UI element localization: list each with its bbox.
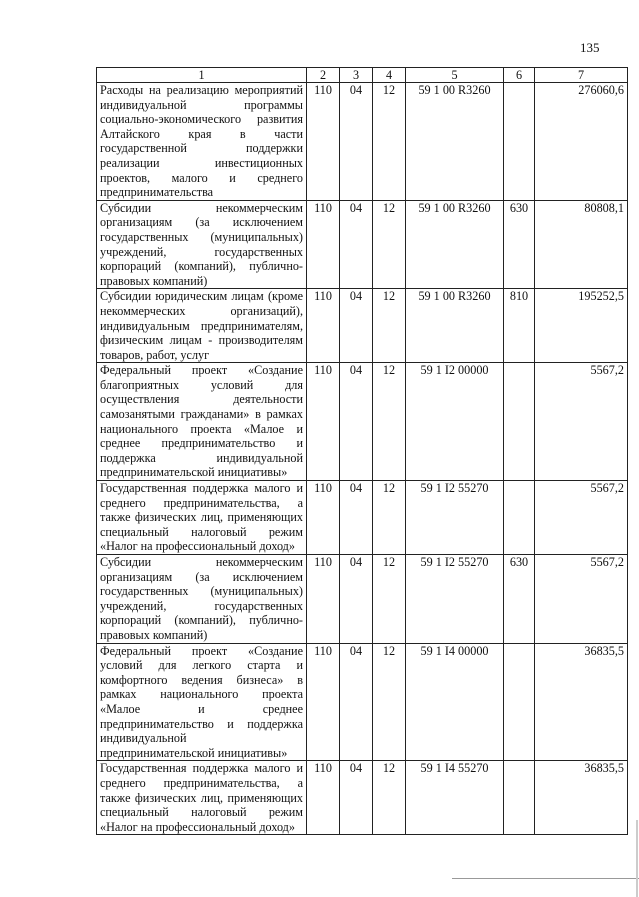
table-row <box>97 289 628 363</box>
bottom-rule <box>452 878 639 879</box>
row-amount: 195252,5 <box>535 289 628 363</box>
row-name: Расходы на реализацию мероприятий индивидуальной программы социально-экономического развития Алтайского края в части государственной поддержки реализации инвестиционных проектов, малого и среднего предпринимательства <box>97 83 307 201</box>
table-row <box>97 363 628 481</box>
row-col-4: 12 <box>373 555 406 644</box>
row-amount: 5567,2 <box>535 555 628 644</box>
table-row <box>97 481 628 555</box>
row-amount: 276060,6 <box>535 83 628 201</box>
row-amount: 80808,1 <box>535 200 628 289</box>
row-col-6 <box>504 761 535 835</box>
row-col-4: 12 <box>373 289 406 363</box>
row-code: 59 1 00 R3260 <box>406 83 504 201</box>
table-row <box>97 200 628 289</box>
header-col-7: 7 <box>535 68 628 83</box>
row-col-3: 04 <box>340 289 373 363</box>
row-col-2: 110 <box>307 761 340 835</box>
row-col-3: 04 <box>340 643 373 761</box>
header-col-4: 4 <box>373 68 406 83</box>
header-col-6: 6 <box>504 68 535 83</box>
table-row <box>97 555 628 644</box>
table-body <box>97 83 628 835</box>
row-col-4: 12 <box>373 363 406 481</box>
row-col-4: 12 <box>373 643 406 761</box>
row-name: Государственная поддержка малого и среднего предпринимательства, а также физических лиц, применяющих специальный налоговый режим «Налог на профессиональный доход» <box>97 481 307 555</box>
row-col-6: 630 <box>504 555 535 644</box>
row-col-3: 04 <box>340 761 373 835</box>
row-amount: 5567,2 <box>535 363 628 481</box>
row-col-2: 110 <box>307 643 340 761</box>
header-col-1: 1 <box>97 68 307 83</box>
row-code: 59 1 00 R3260 <box>406 289 504 363</box>
row-name: Государственная поддержка малого и среднего предпринимательства, а также физических лиц, применяющих специальный налоговый режим «Налог на профессиональный доход» <box>97 761 307 835</box>
page-number: 135 <box>580 40 600 55</box>
row-col-2: 110 <box>307 83 340 201</box>
row-col-3: 04 <box>340 363 373 481</box>
row-name: Субсидии некоммерческим организациям (за исключением государственных (муниципальных) учреждений, государственных корпораций (компаний), публично-правовых компаний) <box>97 555 307 644</box>
row-col-3: 04 <box>340 481 373 555</box>
budget-table <box>96 67 628 835</box>
row-col-4: 12 <box>373 481 406 555</box>
row-col-3: 04 <box>340 200 373 289</box>
row-col-4: 12 <box>373 200 406 289</box>
row-name: Федеральный проект «Создание благоприятных условий для осуществления деятельности самозанятыми гражданами» в рамках национального проекта «Малое и среднее предпринимательство и поддержка индивидуальной предпринимательской инициативы» <box>97 363 307 481</box>
row-col-2: 110 <box>307 200 340 289</box>
table-row <box>97 643 628 761</box>
header-col-3: 3 <box>340 68 373 83</box>
header-col-2: 2 <box>307 68 340 83</box>
row-name: Федеральный проект «Создание условий для легкого старта и комфортного ведения бизнеса» в рамках национального проекта «Малое и среднее предпринимательство и поддержка индивидуальной предпринимательской инициативы» <box>97 643 307 761</box>
row-code: 59 1 I2 55270 <box>406 481 504 555</box>
row-col-4: 12 <box>373 761 406 835</box>
row-name: Субсидии юридическим лицам (кроме некоммерческих организаций), индивидуальным предпринимателям, физическим лицам - производителям товаров, работ, услуг <box>97 289 307 363</box>
row-col-6 <box>504 643 535 761</box>
header-col-5: 5 <box>406 68 504 83</box>
row-code: 59 1 I2 55270 <box>406 555 504 644</box>
row-code: 59 1 I4 00000 <box>406 643 504 761</box>
header-row <box>97 68 628 83</box>
row-col-6 <box>504 481 535 555</box>
row-amount: 36835,5 <box>535 761 628 835</box>
row-col-2: 110 <box>307 363 340 481</box>
row-col-4: 12 <box>373 83 406 201</box>
row-amount: 5567,2 <box>535 481 628 555</box>
row-col-6: 630 <box>504 200 535 289</box>
row-col-3: 04 <box>340 555 373 644</box>
row-code: 59 1 00 R3260 <box>406 200 504 289</box>
table-row <box>97 761 628 835</box>
row-col-6 <box>504 83 535 201</box>
row-col-2: 110 <box>307 555 340 644</box>
row-col-6 <box>504 363 535 481</box>
scan-edge-mark <box>636 820 638 897</box>
row-col-2: 110 <box>307 481 340 555</box>
row-col-3: 04 <box>340 83 373 201</box>
row-name: Субсидии некоммерческим организациям (за исключением государственных (муниципальных) учреждений, государственных корпораций (компаний), публично-правовых компаний) <box>97 200 307 289</box>
row-code: 59 1 I4 55270 <box>406 761 504 835</box>
row-col-6: 810 <box>504 289 535 363</box>
table-row <box>97 83 628 201</box>
row-col-2: 110 <box>307 289 340 363</box>
row-amount: 36835,5 <box>535 643 628 761</box>
row-code: 59 1 I2 00000 <box>406 363 504 481</box>
